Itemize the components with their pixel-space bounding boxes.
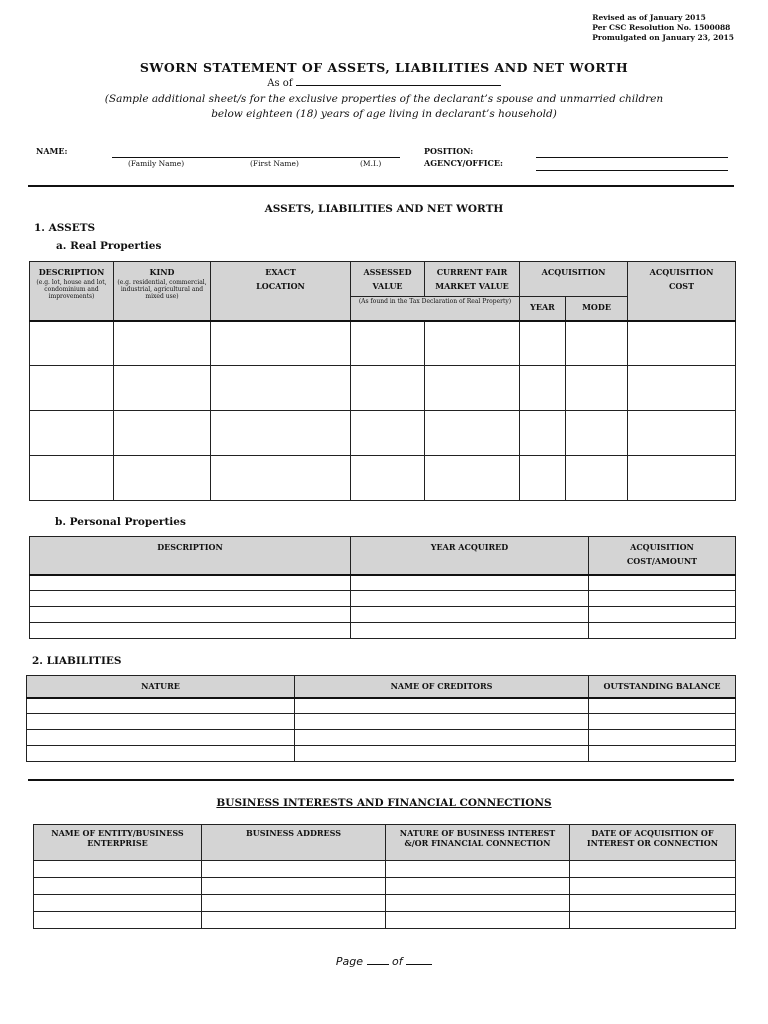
page-total-field[interactable] (406, 956, 432, 965)
document-title: SWORN STATEMENT OF ASSETS, LIABILITIES AND NET WORTH (139, 60, 629, 75)
position-field[interactable] (536, 157, 728, 158)
table-row (30, 321, 736, 366)
table-row (34, 912, 736, 929)
personal-properties-table (29, 536, 736, 639)
liabilities-heading: 2. LIABILITIES (32, 655, 122, 667)
col-kind: KIND (e.g. residential, commercial, industrial, agricultural and mixed use) (114, 262, 211, 321)
col-description: DESCRIPTION (e.g. lot, house and lot, condominium and improvements) (30, 262, 114, 321)
subtitle-note (40, 92, 728, 122)
col-outstanding-balance: OUTSTANDING BALANCE (589, 676, 736, 698)
as-of-label: As of (267, 78, 293, 89)
table-row (34, 861, 736, 878)
col-year-acquired: YEAR ACQUIRED (351, 537, 589, 575)
table-row (34, 878, 736, 895)
business-interests-table (33, 824, 736, 929)
col-entity: NAME OF ENTITY/BUSINESS ENTERPRISE (34, 825, 202, 861)
first-name-caption: (First Name) (250, 159, 299, 168)
col-creditors: NAME OF CREDITORS (295, 676, 589, 698)
page-label: Page (335, 955, 363, 968)
table-row (27, 714, 736, 730)
col-nature: NATURE (27, 676, 295, 698)
page-number-field[interactable] (367, 956, 389, 965)
col-exact-location: EXACT LOCATION (211, 262, 351, 321)
name-field[interactable] (112, 157, 400, 158)
promulgated-text: Promulgated on January 23, 2015 (592, 33, 734, 42)
of-label: of (392, 955, 403, 968)
table-row (30, 607, 736, 623)
as-of-field[interactable] (296, 77, 501, 86)
col-acquisition-cost: ACQUISITION COST (628, 262, 736, 321)
table-row (34, 895, 736, 912)
table-row (30, 575, 736, 591)
col-date-of-acquisition: DATE OF ACQUISITION OF INTEREST OR CONNECTION (570, 825, 736, 861)
table-row (27, 698, 736, 714)
real-properties-heading: a. Real Properties (56, 240, 162, 252)
revised-text: Revised as of January 2015 (592, 13, 706, 22)
real-properties-table (29, 261, 736, 501)
mi-caption: (M.I.) (360, 159, 382, 168)
section-title: ASSETS, LIABILITIES AND NET WORTH (264, 203, 504, 215)
assets-heading: 1. ASSETS (34, 222, 96, 234)
divider (28, 779, 734, 781)
family-name-caption: (Family Name) (128, 159, 185, 168)
agency-label: AGENCY/OFFICE: (424, 158, 503, 168)
liabilities-table (26, 675, 736, 762)
col-personal-description: DESCRIPTION (30, 537, 351, 575)
description-note: (e.g. lot, house and lot, condominium and improvements) (36, 279, 107, 300)
revision-block (592, 13, 734, 43)
resolution-text: Per CSC Resolution No. 1500088 (592, 23, 731, 32)
position-label: POSITION: (424, 146, 474, 156)
table-row (30, 411, 736, 456)
agency-field[interactable] (536, 170, 728, 171)
col-year: YEAR (520, 297, 566, 321)
col-current-fair-market-value: CURRENT FAIR MARKET VALUE (425, 262, 520, 297)
table-row (27, 746, 736, 762)
tax-declaration-note: (As found in the Tax Declaration of Real Property) (351, 297, 520, 321)
name-label: NAME: (36, 146, 68, 156)
col-nature-of-interest: NATURE OF BUSINESS INTEREST &/OR FINANCIAL CONNECTION (386, 825, 570, 861)
table-row (30, 591, 736, 607)
col-business-address: BUSINESS ADDRESS (202, 825, 386, 861)
kind-note: (e.g. residential, commercial, industrial, agricultural and mixed use) (117, 279, 207, 300)
col-personal-acquisition-cost: ACQUISITION COST/AMOUNT (589, 537, 736, 575)
as-of-line (0, 77, 768, 89)
col-assessed-value: ASSESSED VALUE (351, 262, 425, 297)
col-acquisition: ACQUISITION (520, 262, 628, 297)
table-row (30, 366, 736, 411)
table-row (27, 730, 736, 746)
note-line-1: (Sample additional sheet/s for the exclusive properties of the declarant’s spouse and unmarried children (104, 93, 664, 105)
page-footer (0, 955, 768, 968)
col-mode: MODE (566, 297, 628, 321)
divider (28, 185, 734, 187)
personal-properties-heading: b. Personal Properties (55, 516, 186, 528)
table-row (30, 456, 736, 501)
note-line-2: below eighteen (18) years of age living in declarant’s household) (211, 108, 557, 120)
table-row (30, 623, 736, 639)
business-interests-heading: BUSINESS INTERESTS AND FINANCIAL CONNECTIONS (216, 797, 552, 809)
